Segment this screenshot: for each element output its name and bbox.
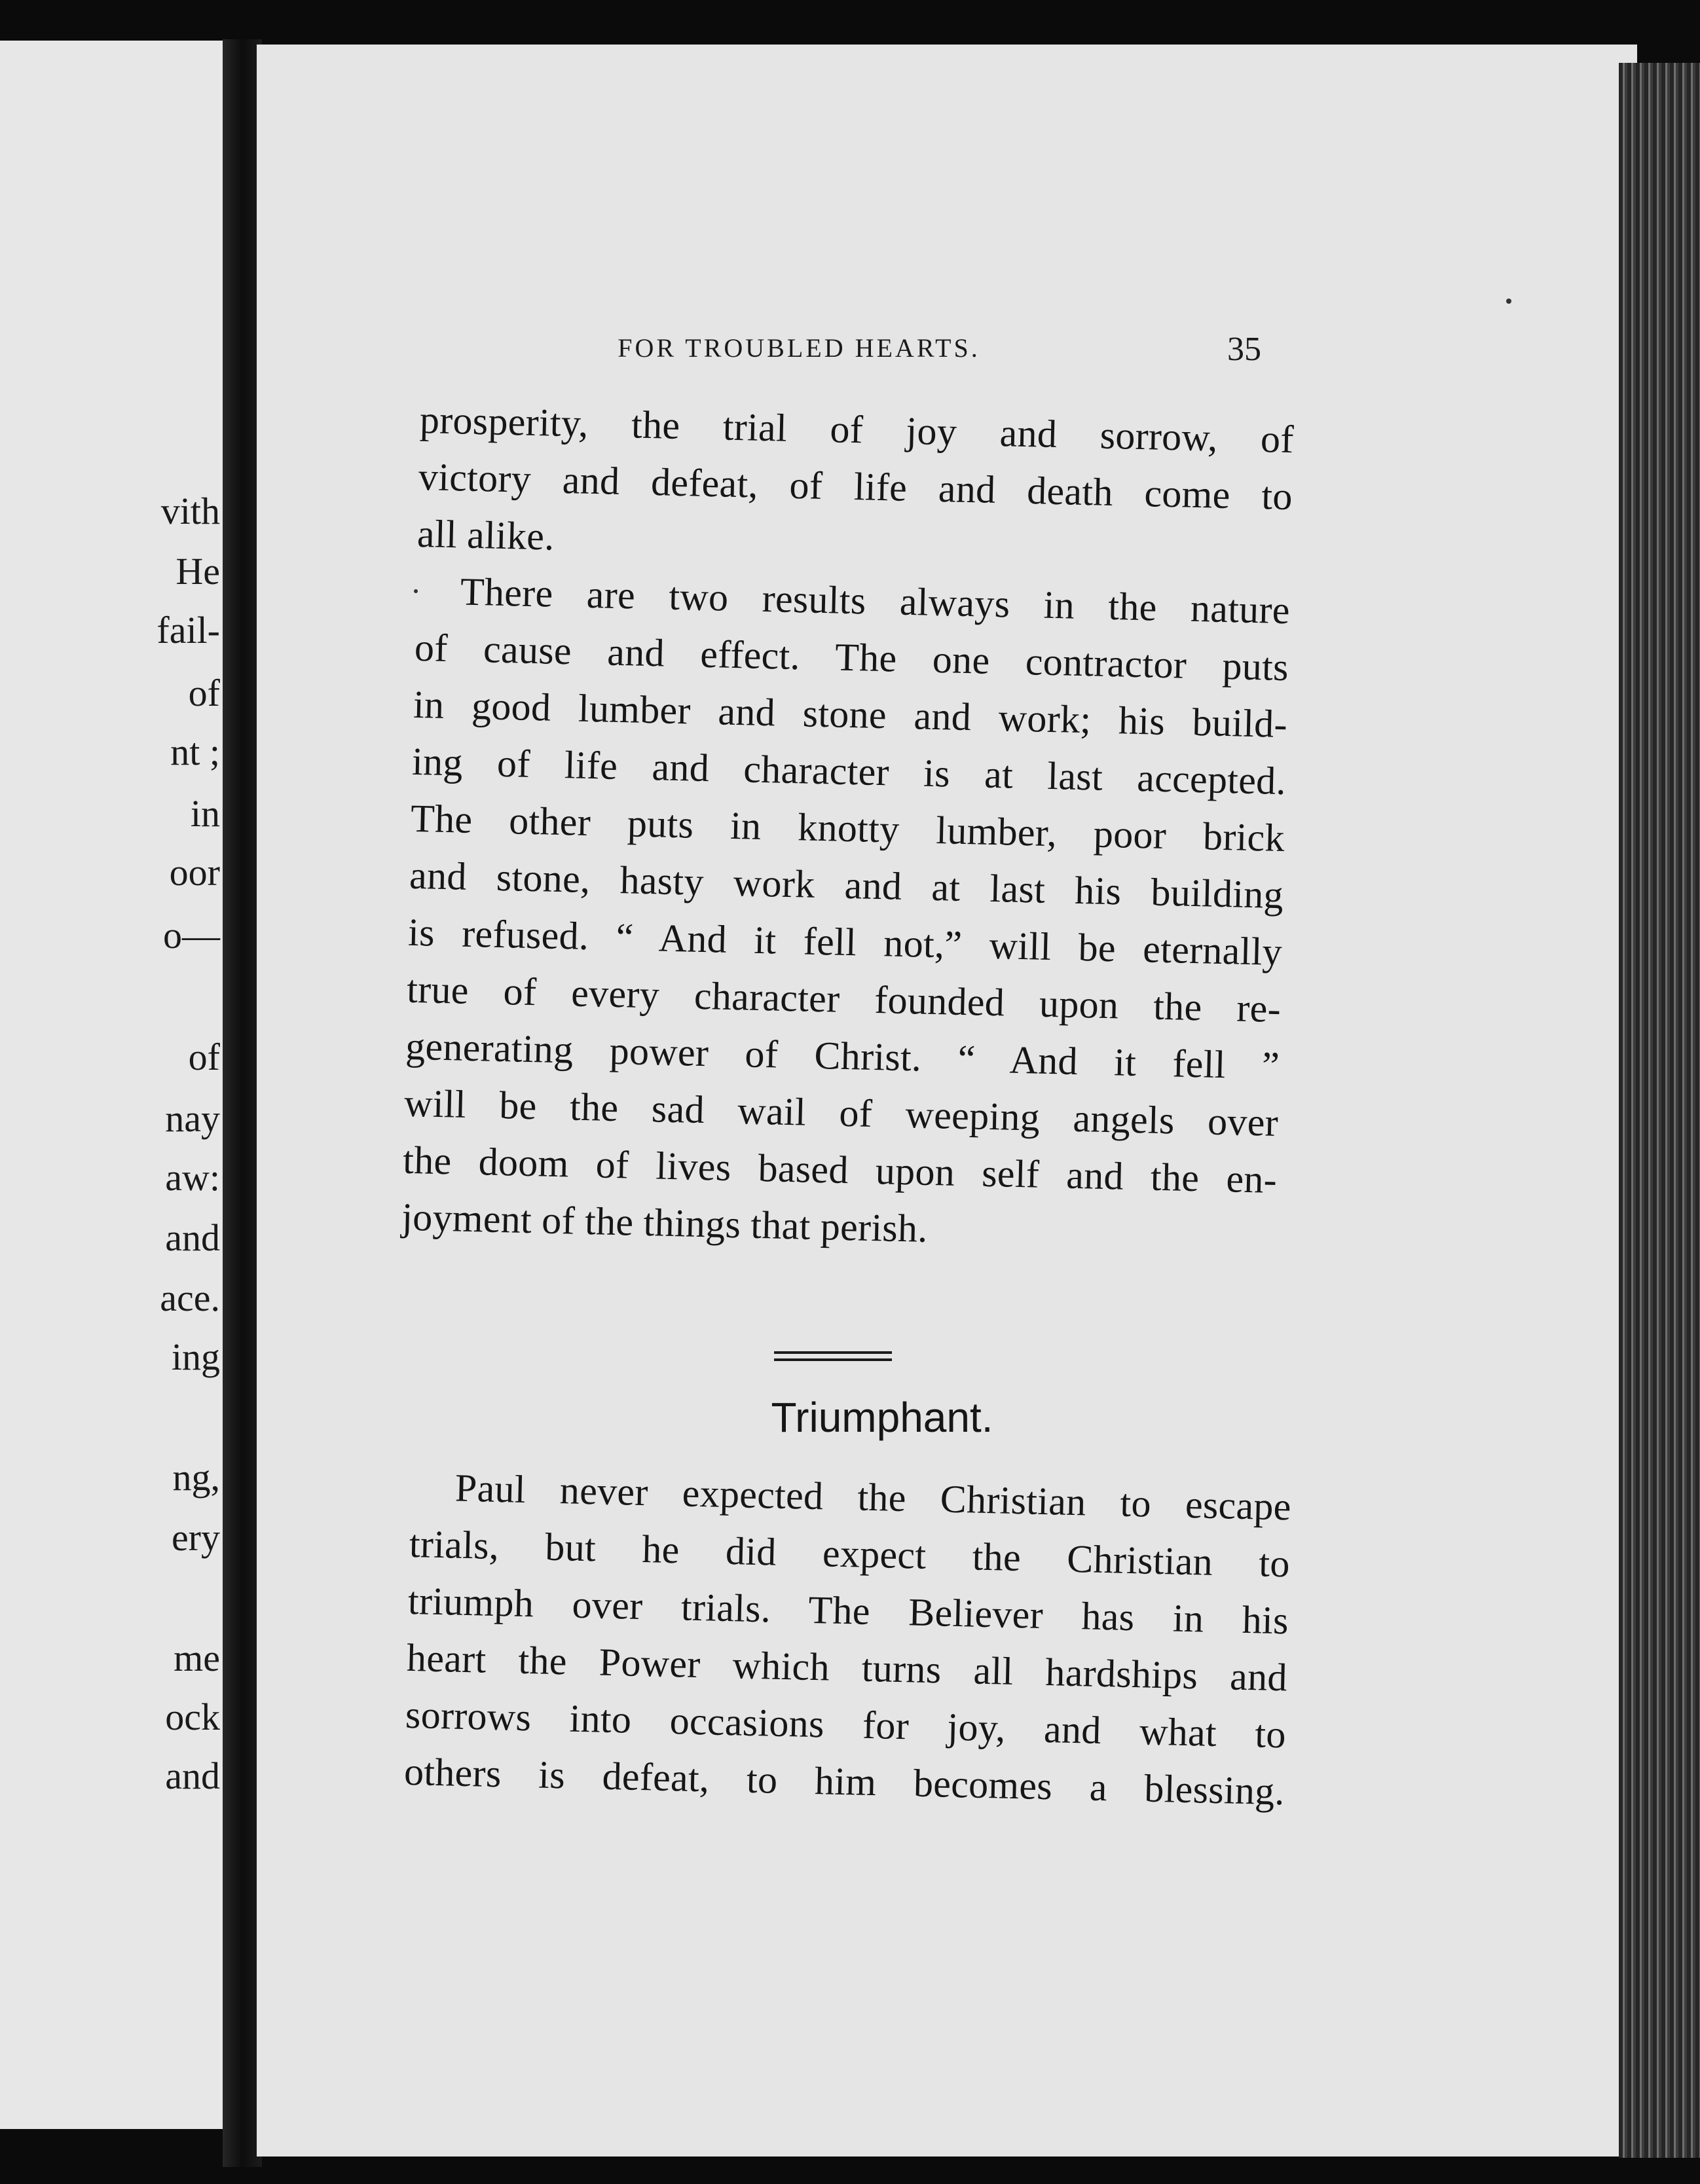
- facing-page-fragment: me: [174, 1637, 220, 1679]
- facing-page-fragment: oor: [169, 851, 220, 894]
- text-line: heart the Power which turns all hardships and: [406, 1635, 1288, 1700]
- facing-page-fragment: and: [165, 1216, 220, 1259]
- text-line: is refused. “ And it fell not,” will be eternally: [407, 910, 1283, 974]
- text-line: sorrows into occasions for joy, and what to: [405, 1692, 1287, 1756]
- facing-page-fragment: fail-: [157, 609, 220, 651]
- facing-page-fragment: He: [176, 550, 220, 592]
- page-number: 35: [1227, 331, 1261, 368]
- text-line: all alike.: [416, 511, 555, 558]
- facing-page-fragment: aw:: [165, 1156, 220, 1199]
- text-line: the doom of lives based upon self and the en-: [402, 1138, 1278, 1201]
- facing-page-fragment: ing: [171, 1336, 220, 1378]
- book-page: [257, 45, 1637, 2157]
- facing-page-fragment: vith: [160, 490, 220, 532]
- section-divider: [774, 1351, 892, 1366]
- text-line: joyment of the things that perish.: [401, 1195, 929, 1250]
- text-line: and stone, hasty work and at last his building: [409, 853, 1284, 917]
- text-line: ing of life and character is at last accepted.: [411, 739, 1287, 803]
- text-line: true of every character founded upon the re-: [406, 967, 1282, 1031]
- facing-page-fragment: nay: [165, 1097, 220, 1140]
- facing-page-fragment: ery: [171, 1516, 220, 1559]
- running-head: FOR TROUBLED HEARTS.: [618, 333, 980, 363]
- section-heading: Triumphant.: [771, 1394, 993, 1441]
- page-edges: [1619, 63, 1700, 2158]
- text-line: victory and defeat, of life and death come to: [418, 454, 1293, 519]
- text-line: of cause and effect. The one contractor puts: [414, 625, 1289, 689]
- facing-page-fragment: ace.: [160, 1277, 220, 1319]
- facing-page-fragment: in: [190, 792, 220, 835]
- text-line: The other puts in knotty lumber, poor brick: [410, 796, 1285, 860]
- book-gutter: [223, 39, 262, 2167]
- text-line: in good lumber and stone and work; his build-: [413, 682, 1288, 746]
- text-line: others is defeat, to him becomes a blessing.: [403, 1749, 1285, 1813]
- facing-page-fragment: nt ;: [170, 731, 220, 773]
- text-line: generating power of Christ. “ And it fell ”: [405, 1024, 1280, 1088]
- body-text: [401, 391, 1294, 1265]
- paper-speck: [414, 589, 418, 593]
- text-line: There are two results always in the nature: [460, 570, 1291, 632]
- divider-rule: [774, 1351, 892, 1354]
- section-text: [403, 1459, 1291, 1820]
- facing-page-fragment: of: [188, 1036, 220, 1078]
- text-line: will be the sad wail of weeping angels over: [403, 1081, 1279, 1144]
- divider-rule: [774, 1358, 892, 1361]
- facing-page-fragment: ock: [165, 1696, 220, 1738]
- facing-page-fragment: ng,: [172, 1456, 220, 1499]
- facing-page: [0, 41, 237, 2129]
- paper-speck: [1506, 299, 1511, 304]
- text-line: Paul never expected the Christian to escape: [454, 1466, 1292, 1529]
- facing-page-fragment: and: [165, 1755, 220, 1797]
- text-line: trials, but he did expect the Christian to: [409, 1521, 1291, 1586]
- facing-page-fragment: o—: [163, 914, 220, 956]
- text-line: triumph over trials. The Believer has in his: [407, 1578, 1289, 1643]
- facing-page-fragment: of: [188, 672, 220, 714]
- text-line: prosperity, the trial of joy and sorrow, of: [419, 397, 1295, 462]
